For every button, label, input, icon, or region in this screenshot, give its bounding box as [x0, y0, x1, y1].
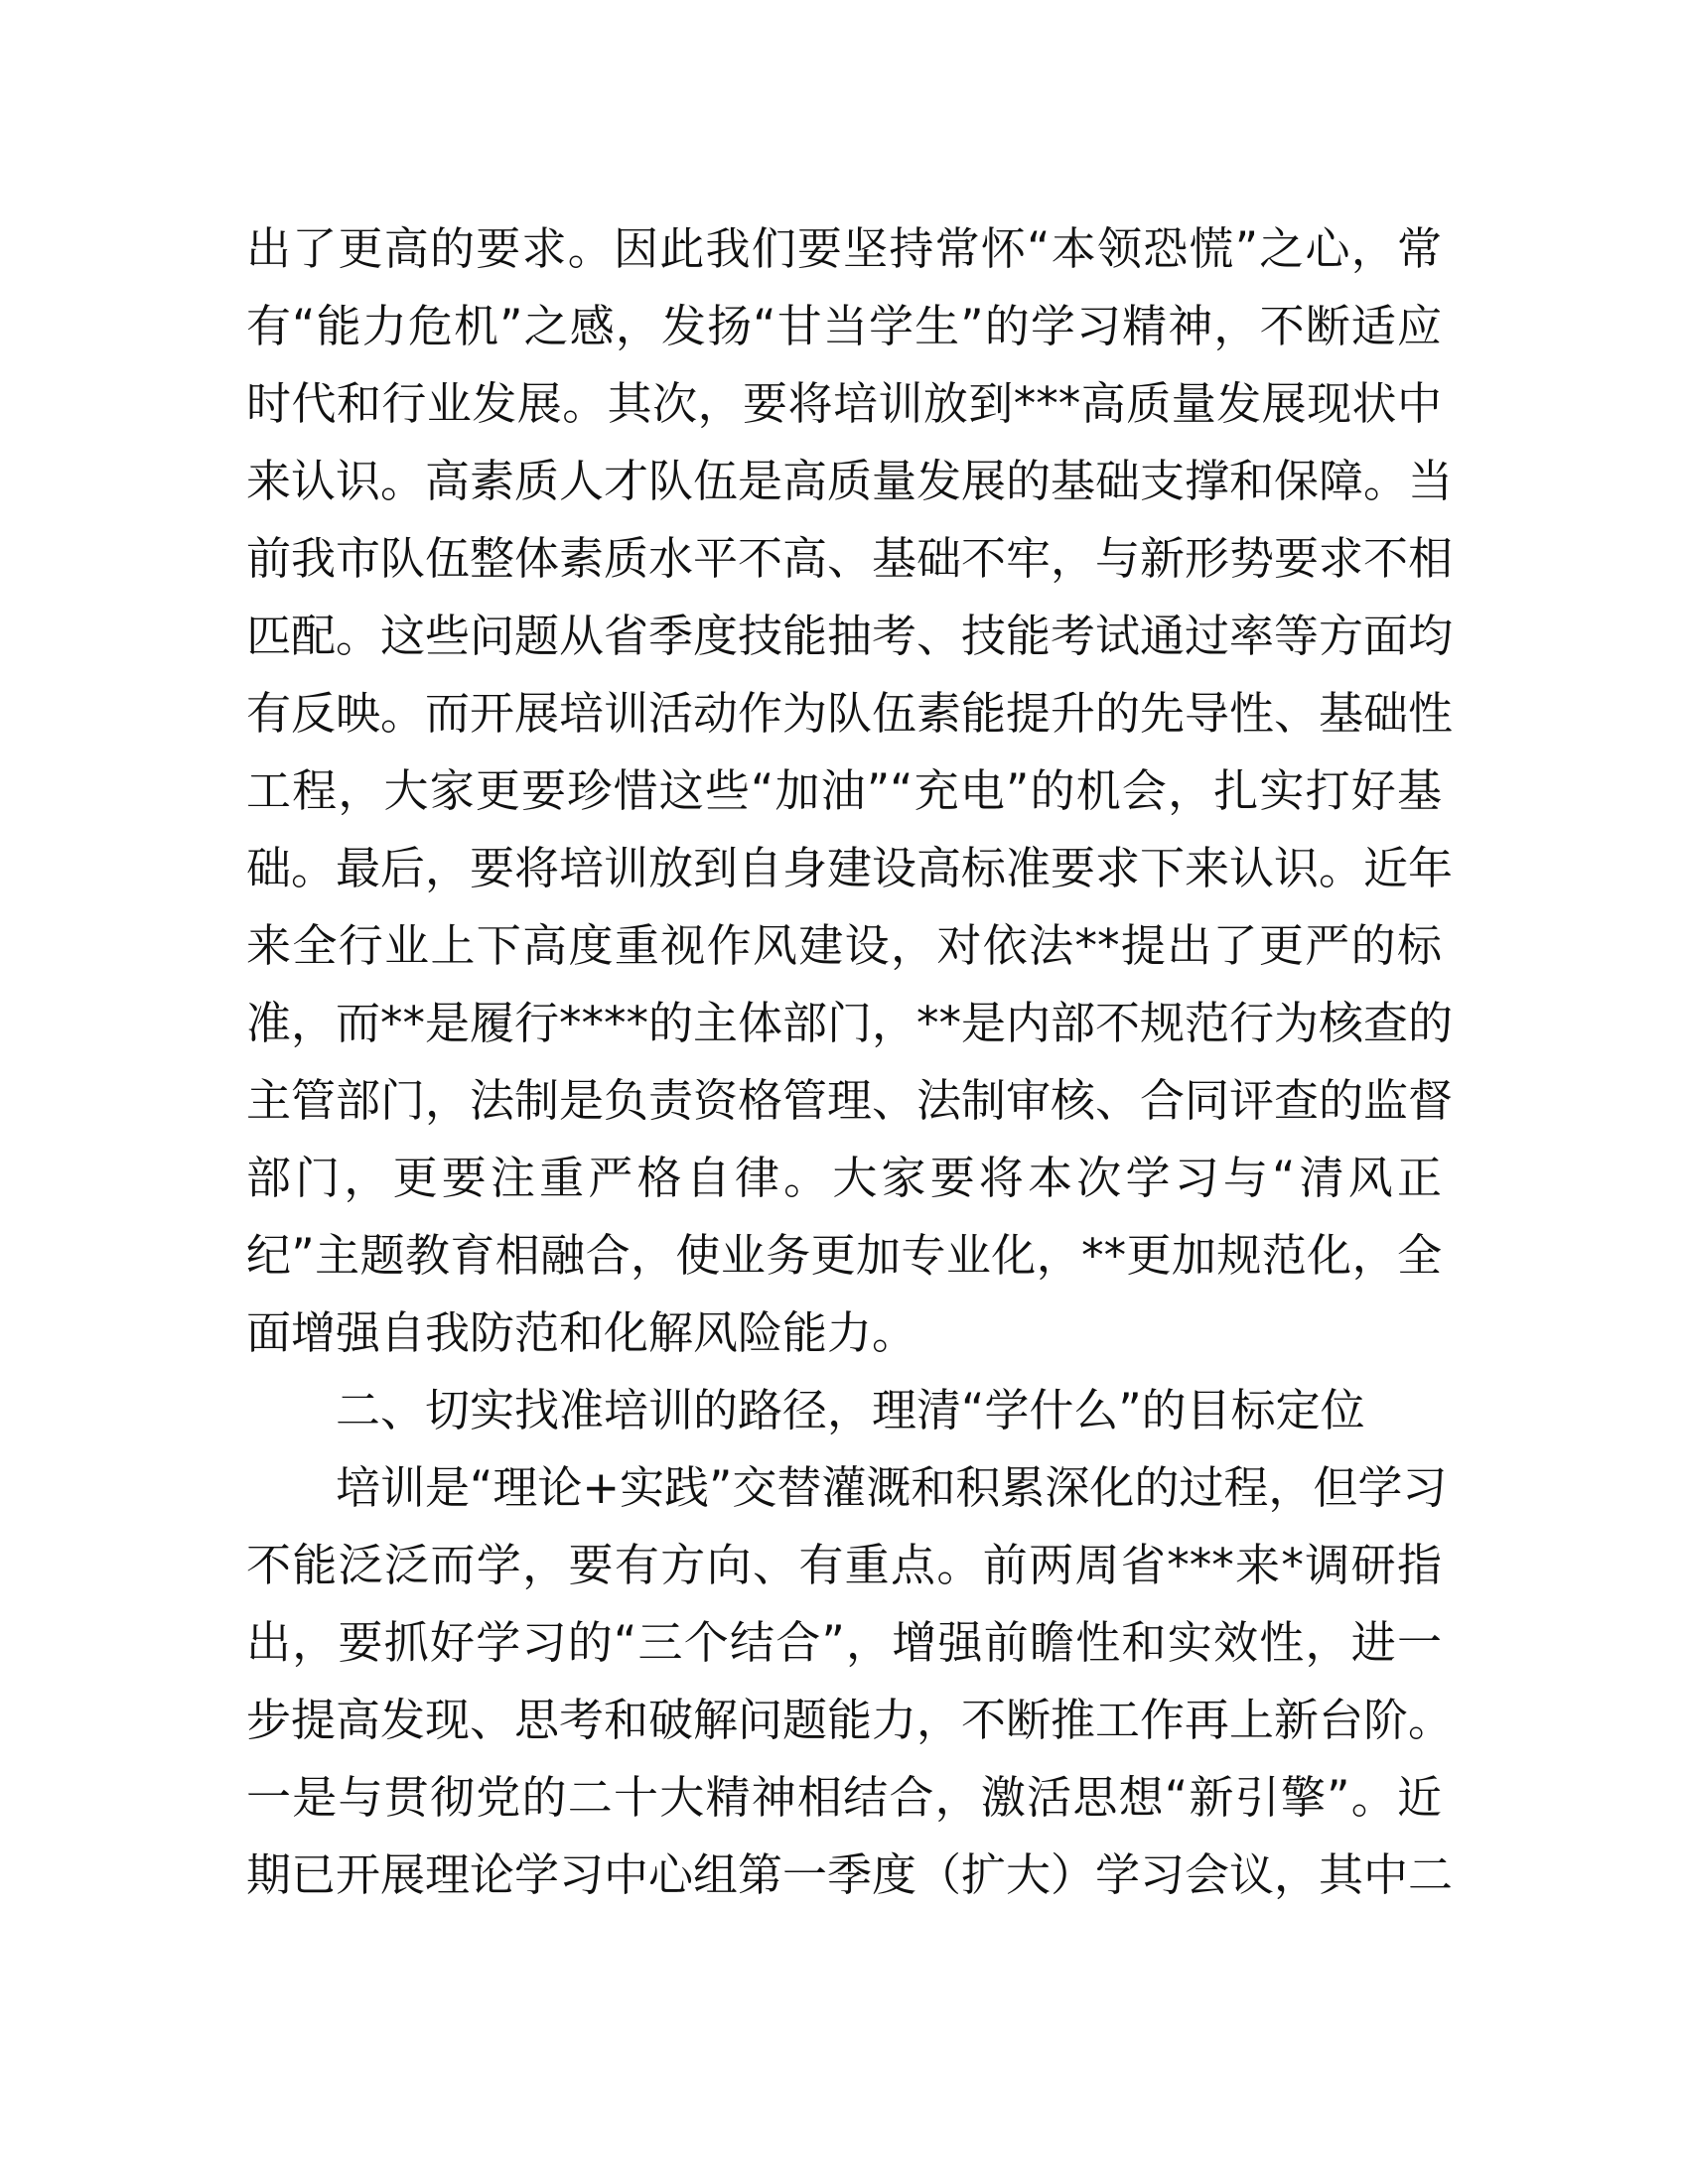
text-line: 有“能力危机”之感，发扬“甘当学生”的学习精神，不断适应	[246, 300, 1442, 352]
section-heading	[246, 1372, 1442, 1449]
text-line: 有反映。而开展培训活动作为队伍素能提升的先导性、基础性	[246, 687, 1454, 740]
text-line: 主管部门，法制是负责资格管理、法制审核、合同评查的监督	[246, 1074, 1454, 1127]
text-line: 础。最后，要将培训放到自身建设高标准要求下来认识。近年	[246, 842, 1454, 894]
text-line: 前我市队伍整体素质水平不高、基础不牢，与新形势要求不相	[246, 532, 1454, 585]
text-line: 工程，大家更要珍惜这些“加油”“充电”的机会，扎实打好基	[246, 764, 1442, 817]
text-line: 出了更高的要求。因此我们要坚持常怀“本领恐慌”之心，常	[246, 222, 1442, 275]
text-line: 面增强自我防范和化解风险能力。	[246, 1306, 917, 1359]
text-line: 部门，更要注重严格自律。大家要将本次学习与“清风正	[246, 1152, 1442, 1204]
text-line: 出，要抓好学习的“三个结合”，增强前瞻性和实效性，进一	[246, 1616, 1442, 1669]
text-line: 时代和行业发展。其次，要将培训放到***高质量发展现状中	[246, 377, 1442, 430]
text-line: 步提高发现、思考和破解问题能力，不断推工作再上新台阶。	[246, 1694, 1454, 1746]
text-line: 纪”主题教育相融合，使业务更加专业化，**更加规范化，全	[246, 1229, 1442, 1282]
document-page	[246, 210, 1454, 1914]
text-line: 准，而**是履行****的主体部门，**是内部不规范行为核查的	[246, 997, 1454, 1049]
paragraph-2	[246, 1449, 1454, 1914]
text-line: 来认识。高素质人才队伍是高质量发展的基础支撑和保障。当	[246, 455, 1454, 507]
text-line: 一是与贯彻党的二十大精神相结合，激活思想“新引擎”。近	[246, 1771, 1442, 1824]
paragraph-1	[246, 210, 1454, 1372]
text-line: 来全行业上下高度重视作风建设，对依法**提出了更严的标	[246, 919, 1442, 972]
text-line: 期已开展理论学习中心组第一季度（扩大）学习会议，其中二	[246, 1848, 1454, 1901]
text-line: 不能泛泛而学，要有方向、有重点。前两周省***来*调研指	[246, 1539, 1442, 1591]
text-line: 匹配。这些问题从省季度技能抽考、技能考试通过率等方面均	[246, 610, 1454, 662]
heading-line: 二、切实找准培训的路径，理清“学什么”的目标定位	[336, 1384, 1365, 1436]
text-line: 培训是“理论+实践”交替灌溉和积累深化的过程，但学习	[336, 1461, 1448, 1514]
